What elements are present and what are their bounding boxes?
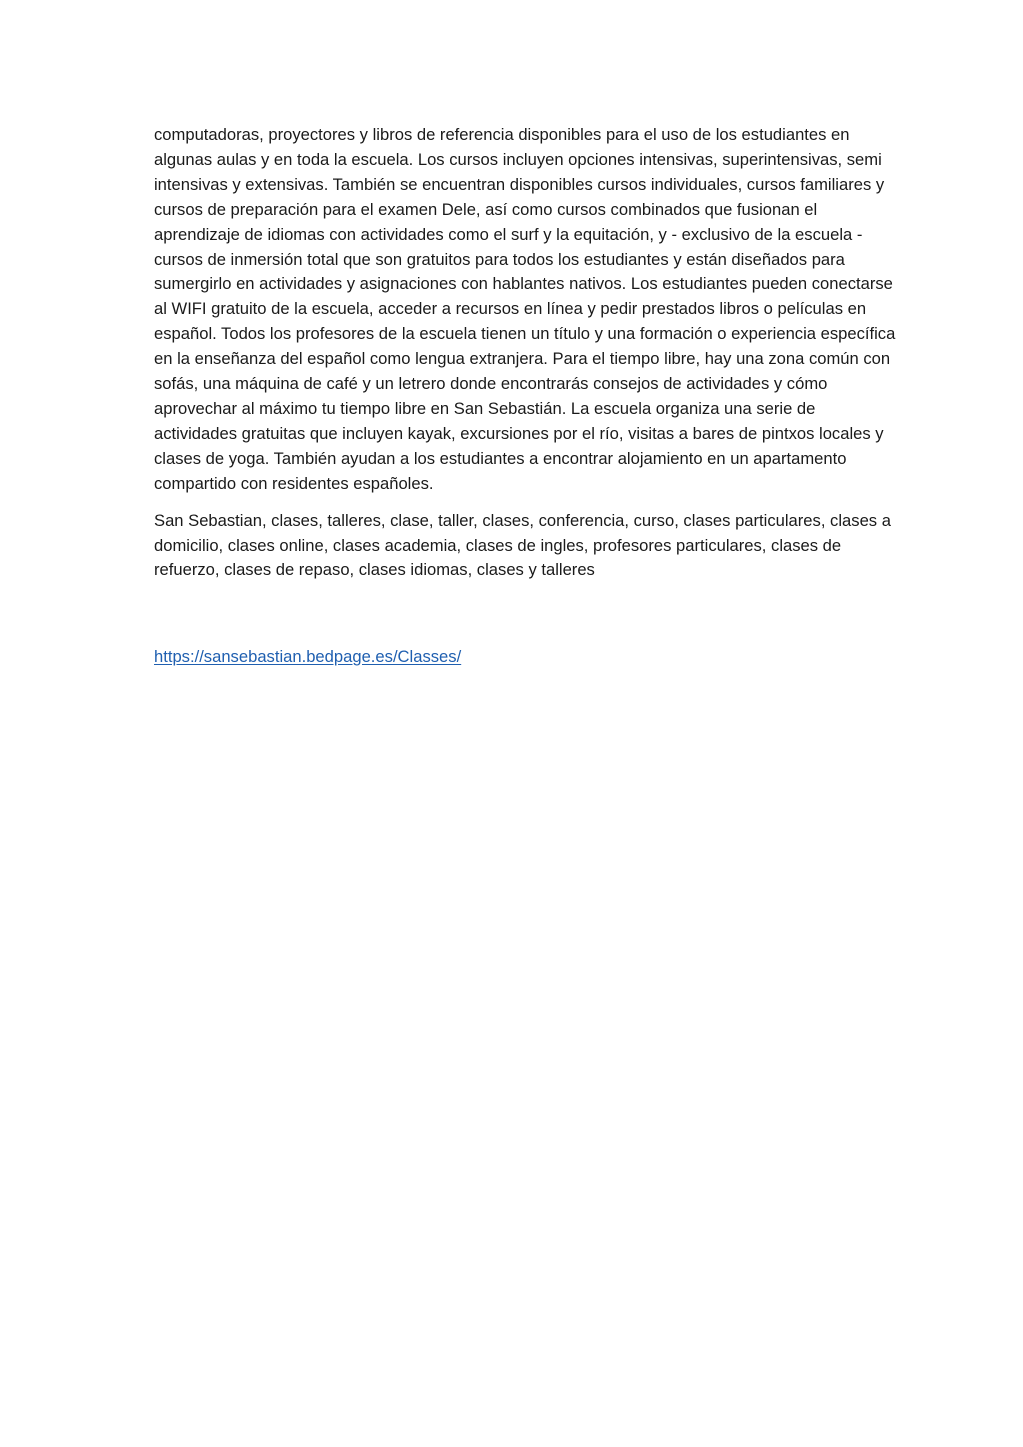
paragraph-spacer (154, 595, 902, 645)
document-body (154, 123, 902, 670)
body-paragraph-description: computadoras, proyectores y libros de referencia disponibles para el uso de los estudiantes en algunas aulas y en toda la escuela. Los cursos incluyen opciones intensivas, superintensivas, semi intensivas y extensivas. También se encuentran disponibles cursos individuales, cursos familiares y cursos de preparación para el examen Dele, así como cursos combinados que fusionan el aprendizaje de idiomas con actividades como el surf y la equitación, y - exclusivo de la escuela - cursos de inmersión total que son gratuitos para todos los estudiantes y están diseñados para sumergirlo en actividades y asignaciones con hablantes nativos. Los estudiantes pueden conectarse al WIFI gratuito de la escuela, acceder a recursos en línea y pedir prestados libros o películas en español. Todos los profesores de la escuela tienen un título y una formación o experiencia específica en la enseñanza del español como lengua extranjera. Para el tiempo libre, hay una zona común con sofás, una máquina de café y un letrero donde encontrarás consejos de actividades y cómo aprovechar al máximo tu tiempo libre en San Sebastián. La escuela organiza una serie de actividades gratuitas que incluyen kayak, excursiones por el río, visitas a bares de pintxos locales y clases de yoga. También ayudan a los estudiantes a encontrar alojamiento en un apartamento compartido con residentes españoles. (154, 125, 896, 493)
body-paragraph-keywords: San Sebastian, clases, talleres, clase, taller, clases, conferencia, curso, clases particulares, clases a domicilio, clases online, clases academia, clases de ingles, profesores particulares, clases de refuerzo, clases de repaso, clases idiomas, clases y talleres (154, 510, 891, 580)
classes-link[interactable]: https://sansebastian.bedpage.es/Classes/ (154, 647, 462, 667)
